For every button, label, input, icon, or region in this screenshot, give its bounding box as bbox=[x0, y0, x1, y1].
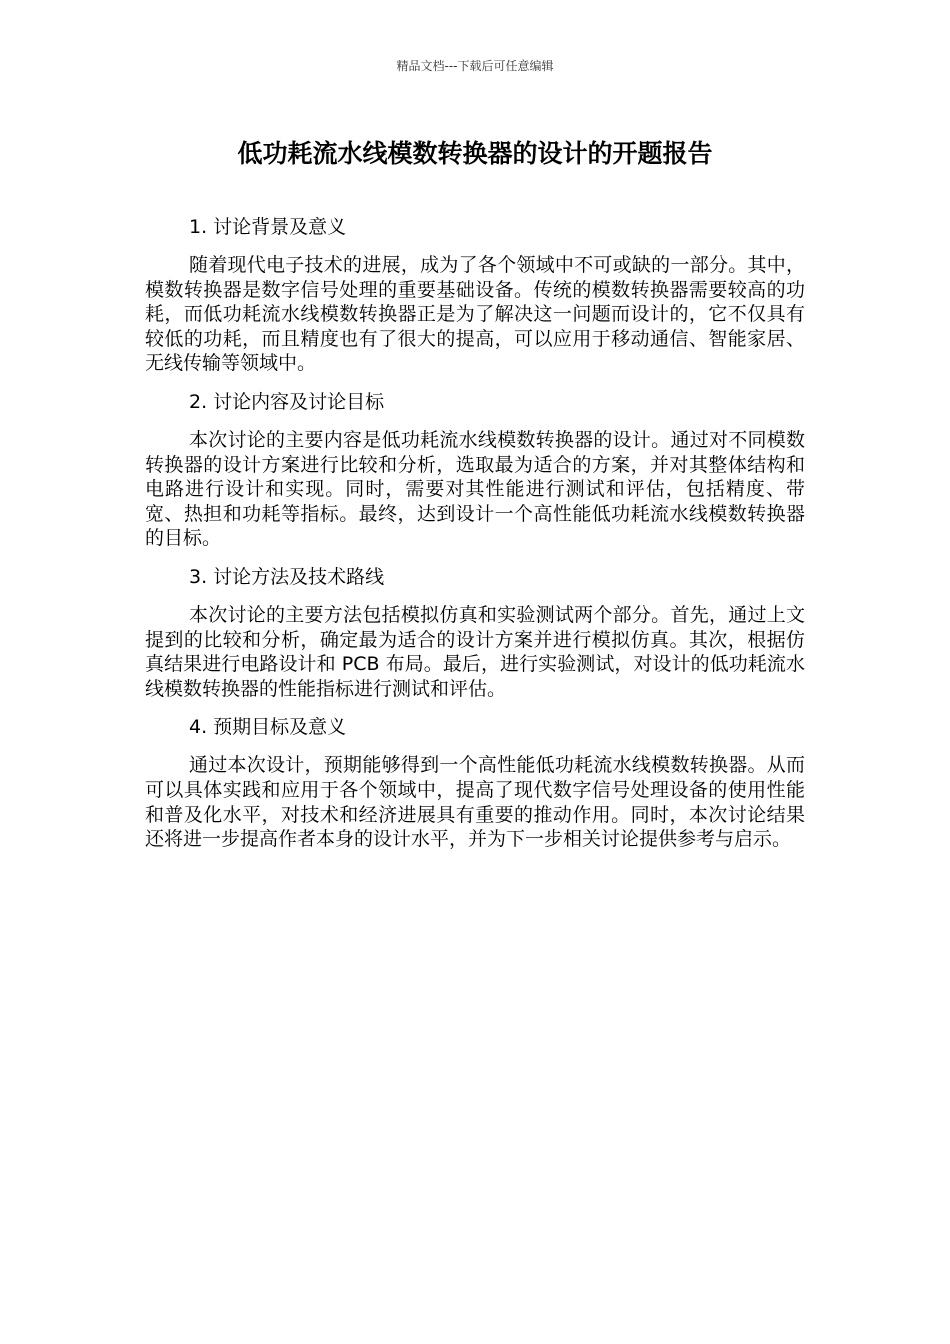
section-heading: 2. 讨论内容及讨论目标 bbox=[189, 390, 385, 413]
section-background bbox=[145, 213, 805, 376]
document-title: 低功耗流水线模数转换器的设计的开题报告 bbox=[237, 139, 713, 168]
document-body bbox=[145, 213, 805, 864]
section-heading: 3. 讨论方法及技术路线 bbox=[189, 565, 385, 588]
section-heading: 1. 讨论背景及意义 bbox=[189, 216, 347, 238]
section-paragraph: 本次讨论的主要方法包括模拟仿真和实验测试两个部分。首先，通过上文提到的比较和分析，确定最为适合的设计方案并进行模拟仿真。其次，根据仿真结果进行电路设计和 PCB 布局。最后，进行实验测试，对设计的低功耗流水线模数转换器的性能指标进行测试和评估。 bbox=[145, 603, 805, 700]
section-content-goals bbox=[145, 388, 805, 551]
section-paragraph: 通过本次设计，预期能够得到一个高性能低功耗流水线模数转换器。从而可以具体实践和应用于各个领域中，提高了现代数字信号处理设备的使用性能和普及化水平，对技术和经济进展具有重要的推动作用。同时，本次讨论结果还将进一步提高作者本身的设计水平，并为下一步相关讨论提供参考与启示。 bbox=[145, 754, 805, 851]
section-expected-goals bbox=[145, 713, 805, 851]
section-paragraph: 随着现代电子技术的进展，成为了各个领域中不可或缺的一部分。其中，模数转换器是数字信号处理的重要基础设备。传统的模数转换器需要较高的功耗，而低功耗流水线模数转换器正是为了解决这一问题而设计的，它不仅具有较低的功耗，而且精度也有了很大的提高，可以应用于移动通信、智能家居、无线传输等领域中。 bbox=[145, 254, 805, 375]
section-heading: 4. 预期目标及意义 bbox=[189, 716, 347, 739]
section-paragraph: 本次讨论的主要内容是低功耗流水线模数转换器的设计。通过对不同模数转换器的设计方案进行比较和分析，选取最为适合的方案，并对其整体结构和电路进行设计和实现。同时，需要对其性能进行测试和评估，包括精度、带宽、热担和功耗等指标。最终，达到设计一个高性能低功耗流水线模数转换器的目标。 bbox=[145, 428, 805, 550]
section-methods bbox=[145, 563, 805, 701]
header-note: 精品文档---下载后可任意编辑 bbox=[396, 59, 554, 73]
